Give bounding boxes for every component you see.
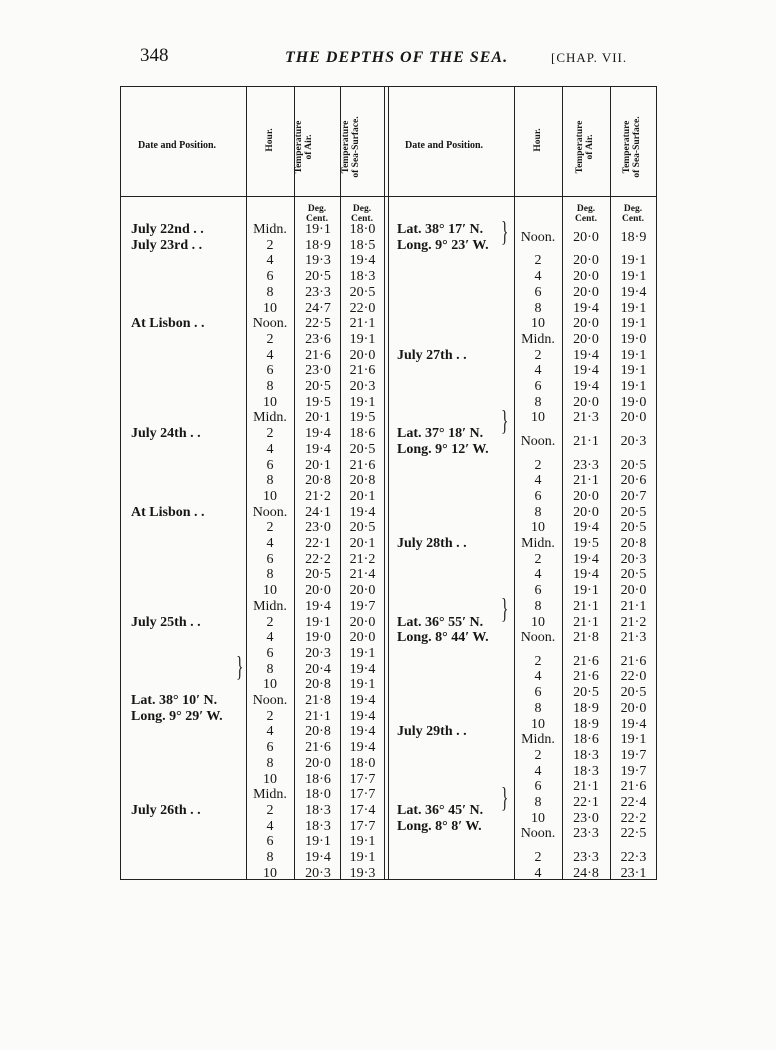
position-label: At Lisbon . . <box>131 504 205 520</box>
brace: } <box>501 406 509 437</box>
hour-cell: 8 <box>266 473 274 489</box>
hour-cell: 8 <box>266 850 274 865</box>
hour-cell: 6 <box>266 457 274 473</box>
air-temp-cell: 18·6 <box>305 771 331 787</box>
air-temp-cell: 23·0 <box>305 520 331 536</box>
position-label: July 23rd . . <box>131 237 203 253</box>
hour-cell: Noon. <box>252 316 288 332</box>
air-temp-cell: 21·6 <box>305 347 331 363</box>
hour-cell: 2 <box>266 802 274 818</box>
air-temp-cell: 20·0 <box>573 229 599 245</box>
air-temp-cell: 20·1 <box>305 457 331 473</box>
air-temp-cell: 19·4 <box>305 426 331 442</box>
col-rule <box>294 86 295 880</box>
header-air: Temperature of Air. <box>575 120 595 174</box>
hour-cell: 8 <box>534 795 542 811</box>
hour-cell: 8 <box>266 284 274 300</box>
sea-temp-cell: 23·1 <box>620 865 647 881</box>
sea-temp-cell: 20·0 <box>620 583 647 599</box>
air-temp-cell: 19·4 <box>305 441 331 457</box>
hour-cell: 8 <box>534 300 542 316</box>
air-temp-cell: 21·8 <box>305 693 331 708</box>
air-temp-cell: 19·4 <box>573 300 599 316</box>
air-temp-cell: 20·0 <box>305 755 331 771</box>
hour-cell: 10 <box>263 583 277 599</box>
sea-temp-cell: 21·4 <box>349 567 376 583</box>
col-rule <box>388 86 389 880</box>
sea-temp-cell: 19·1 <box>349 677 376 693</box>
header-date-position: Date and Position. <box>405 140 484 151</box>
hour-cell: Midn. <box>521 536 555 551</box>
hour-cell: 4 <box>534 669 542 685</box>
position-label: Long. 8° 44′ W. <box>397 630 489 646</box>
position-label: July 26th . . <box>131 802 201 818</box>
air-temp-cell: 19·4 <box>573 520 599 536</box>
hour-cell: 4 <box>266 818 274 834</box>
sea-temp-cell: 20·0 <box>349 614 376 630</box>
sea-temp-cell: 21·2 <box>349 551 376 567</box>
air-temp-cell: 18·3 <box>573 763 599 779</box>
air-temp-cell: 19·3 <box>305 253 331 269</box>
sea-temp-cell: 19·4 <box>349 724 376 740</box>
hour-cell: 6 <box>534 685 542 701</box>
hour-cell: 6 <box>534 779 542 795</box>
sea-temp-cell: 20·5 <box>349 520 376 536</box>
air-temp-cell: 21·2 <box>305 488 331 504</box>
sea-temp-cell: 19·7 <box>620 763 647 779</box>
hour-cell: 4 <box>266 347 274 363</box>
sea-temp-cell: 19·7 <box>620 747 647 763</box>
hour-cell: 4 <box>266 724 274 740</box>
air-temp-cell: 23·0 <box>305 363 331 379</box>
hour-cell: 10 <box>263 300 277 316</box>
air-temp-cell: 19·5 <box>305 394 331 410</box>
sea-temp-cell: 20·3 <box>620 433 647 449</box>
hour-cell: 4 <box>534 763 542 779</box>
air-temp-cell: 19·1 <box>573 583 599 599</box>
sea-temp-cell: 19·4 <box>620 716 647 732</box>
sea-temp-cell: 20·3 <box>620 551 647 567</box>
hour-cell: 2 <box>266 520 274 536</box>
hour-cell: Midn. <box>253 598 287 614</box>
hour-cell: 4 <box>266 536 274 551</box>
hour-cell: Noon. <box>252 504 288 520</box>
air-temp-cell: 20·0 <box>573 488 599 504</box>
air-temp-cell: 19·4 <box>573 363 599 379</box>
hour-cell: 2 <box>534 551 542 567</box>
air-temp-cell: 18·9 <box>573 700 599 716</box>
air-temp-cell: 21·1 <box>573 779 599 795</box>
air-temp-cell: 22·1 <box>305 536 331 551</box>
sea-temp-cell: 19·1 <box>620 363 647 379</box>
hour-cell: 8 <box>266 379 274 394</box>
air-temp-cell: 19·1 <box>305 834 331 850</box>
hour-cell: Midn. <box>253 222 287 237</box>
sea-temp-cell: 20·5 <box>620 685 647 701</box>
sea-temp-cell: 20·6 <box>620 473 647 489</box>
air-temp-cell: 20·3 <box>305 645 331 661</box>
hour-cell: 10 <box>531 316 545 332</box>
sea-temp-cell: 19·5 <box>349 410 376 426</box>
sea-temp-cell: 20·5 <box>349 441 376 457</box>
position-label: July 27th . . <box>397 347 467 363</box>
air-temp-cell: 19·4 <box>573 551 599 567</box>
brace: } <box>501 783 509 814</box>
air-temp-cell: 19·4 <box>305 850 331 865</box>
sea-temp-cell: 19·3 <box>349 865 376 881</box>
sea-temp-cell: 17·7 <box>349 818 376 834</box>
sea-temp-cell: 20·0 <box>349 347 376 363</box>
air-temp-cell: 19·4 <box>573 567 599 583</box>
hour-cell: 4 <box>534 567 542 583</box>
hour-cell: 8 <box>534 598 542 614</box>
hour-cell: 2 <box>266 426 274 442</box>
air-temp-cell: 19·5 <box>573 536 599 551</box>
air-temp-cell: 20·1 <box>305 410 331 426</box>
position-label: Lat. 38° 17′ N. <box>397 222 484 237</box>
header-air: Temperature of Air. <box>294 120 314 174</box>
air-temp-cell: 18·6 <box>573 732 599 748</box>
air-temp-cell: 21·1 <box>573 598 599 614</box>
hour-cell: 6 <box>266 740 274 756</box>
air-temp-cell: 24·8 <box>573 865 599 881</box>
air-temp-cell: 23·3 <box>305 284 331 300</box>
sea-temp-cell: 18·0 <box>349 222 376 237</box>
hour-cell: 4 <box>534 865 542 881</box>
air-temp-cell: 19·4 <box>573 347 599 363</box>
air-temp-cell: 18·9 <box>573 716 599 732</box>
sea-temp-cell: 17·4 <box>349 802 376 818</box>
hour-cell: 2 <box>534 747 542 763</box>
air-temp-cell: 20·0 <box>573 253 599 269</box>
sea-temp-cell: 19·1 <box>349 394 376 410</box>
air-temp-cell: 23·0 <box>573 810 599 826</box>
air-temp-cell: 21·6 <box>305 740 331 756</box>
air-temp-cell: 18·0 <box>305 787 331 803</box>
hour-cell: 2 <box>266 708 274 724</box>
sea-temp-cell: 22·5 <box>620 826 647 842</box>
sea-temp-cell: 21·6 <box>620 653 647 669</box>
position-label: July 25th . . <box>131 614 201 630</box>
sea-temp-cell: 19·1 <box>349 645 376 661</box>
hour-cell: Midn. <box>253 410 287 426</box>
hour-cell: 2 <box>534 347 542 363</box>
sea-temp-cell: 20·3 <box>349 379 376 394</box>
air-temp-cell: 20·8 <box>305 473 331 489</box>
position-label: At Lisbon . . <box>131 316 205 332</box>
sea-temp-cell: 21·6 <box>349 363 376 379</box>
hour-cell: 6 <box>266 834 274 850</box>
position-label: July 24th . . <box>131 426 201 442</box>
sea-temp-cell: 18·5 <box>349 237 376 253</box>
air-temp-cell: 20·8 <box>305 677 331 693</box>
hour-cell: 2 <box>266 331 274 347</box>
chapter-label: [CHAP. VII. <box>551 50 628 65</box>
air-temp-cell: 19·0 <box>305 630 331 646</box>
air-temp-cell: 20·0 <box>305 583 331 599</box>
sea-temp-cell: 21·2 <box>620 614 647 630</box>
sea-temp-cell: 21·3 <box>620 630 647 646</box>
hour-cell: 10 <box>263 488 277 504</box>
hour-cell: 10 <box>263 771 277 787</box>
air-temp-cell: 23·3 <box>573 826 599 842</box>
hour-cell: 4 <box>534 473 542 489</box>
sea-temp-cell: 22·0 <box>620 669 647 685</box>
sea-temp-cell: 18·6 <box>349 426 376 442</box>
sea-temp-cell: 22·3 <box>620 850 647 865</box>
hour-cell: 2 <box>266 237 274 253</box>
header-hour: Hour. <box>533 128 543 152</box>
air-temp-cell: 20·8 <box>305 724 331 740</box>
air-temp-cell: 21·1 <box>573 433 599 449</box>
sea-temp-cell: 19·1 <box>349 834 376 850</box>
brace: } <box>501 594 509 625</box>
sea-temp-cell: 19·1 <box>620 253 647 269</box>
hour-cell: Midn. <box>521 331 555 347</box>
sea-temp-cell: 20·5 <box>620 520 647 536</box>
air-temp-cell: 19·1 <box>305 614 331 630</box>
hour-cell: Noon. <box>520 433 556 449</box>
sea-temp-cell: 19·4 <box>349 253 376 269</box>
position-label: Long. 9° 29′ W. <box>131 708 223 724</box>
hour-cell: 2 <box>534 653 542 669</box>
brace: } <box>236 652 244 683</box>
hour-cell: 6 <box>534 379 542 394</box>
col-rule <box>384 86 385 880</box>
hour-cell: Noon. <box>252 693 288 708</box>
air-temp-cell: 22·2 <box>305 551 331 567</box>
sea-temp-cell: 19·0 <box>620 394 647 410</box>
air-temp-cell: 23·3 <box>573 850 599 865</box>
hour-cell: Midn. <box>521 732 555 748</box>
hour-cell: 8 <box>534 504 542 520</box>
air-temp-cell: 20·4 <box>305 661 331 677</box>
air-temp-cell: 20·5 <box>573 685 599 701</box>
air-temp-cell: 20·5 <box>305 379 331 394</box>
sea-temp-cell: 20·7 <box>620 488 647 504</box>
air-temp-cell: 22·5 <box>305 316 331 332</box>
air-temp-cell: 20·0 <box>573 284 599 300</box>
position-label: July 28th . . <box>397 536 467 551</box>
sea-temp-cell: 19·1 <box>620 732 647 748</box>
sea-temp-cell: 20·0 <box>349 583 376 599</box>
unit-air: Deg. Cent. <box>306 204 328 224</box>
air-temp-cell: 20·0 <box>573 331 599 347</box>
air-temp-cell: 20·0 <box>573 394 599 410</box>
hour-cell: 4 <box>266 441 274 457</box>
sea-temp-cell: 19·1 <box>620 269 647 285</box>
hour-cell: 6 <box>534 284 542 300</box>
sea-temp-cell: 17·7 <box>349 787 376 803</box>
sea-temp-cell: 20·0 <box>620 700 647 716</box>
hour-cell: 10 <box>263 677 277 693</box>
air-temp-cell: 21·1 <box>573 614 599 630</box>
hour-cell: 10 <box>263 865 277 881</box>
air-temp-cell: 24·7 <box>305 300 331 316</box>
sea-temp-cell: 22·4 <box>620 795 647 811</box>
sea-temp-cell: 19·0 <box>620 331 647 347</box>
air-temp-cell: 20·0 <box>573 504 599 520</box>
sea-temp-cell: 22·2 <box>620 810 647 826</box>
hour-cell: 10 <box>531 410 545 426</box>
sea-temp-cell: 21·1 <box>349 316 376 332</box>
air-temp-cell: 21·3 <box>573 410 599 426</box>
position-label: July 22nd . . <box>131 222 204 237</box>
air-temp-cell: 22·1 <box>573 795 599 811</box>
air-temp-cell: 21·1 <box>573 473 599 489</box>
hour-cell: 6 <box>266 551 274 567</box>
hour-cell: Noon. <box>520 826 556 842</box>
hour-cell: 10 <box>531 810 545 826</box>
air-temp-cell: 19·1 <box>305 222 331 237</box>
hour-cell: 6 <box>266 363 274 379</box>
sea-temp-cell: 18·3 <box>349 269 376 285</box>
sea-temp-cell: 20·5 <box>349 284 376 300</box>
hour-cell: 6 <box>266 645 274 661</box>
hour-cell: 8 <box>266 567 274 583</box>
air-temp-cell: 19·4 <box>573 379 599 394</box>
position-label: Lat. 36° 55′ N. <box>397 614 484 630</box>
sea-temp-cell: 20·5 <box>620 567 647 583</box>
position-label: Long. 9° 23′ W. <box>397 237 489 253</box>
hour-cell: Noon. <box>520 630 556 646</box>
sea-temp-cell: 19·4 <box>349 661 376 677</box>
sea-temp-cell: 19·1 <box>620 316 647 332</box>
hour-cell: Noon. <box>520 229 556 245</box>
sea-temp-cell: 19·4 <box>349 708 376 724</box>
sea-temp-cell: 20·8 <box>349 473 376 489</box>
sea-temp-cell: 20·1 <box>349 488 376 504</box>
air-temp-cell: 24·1 <box>305 504 331 520</box>
sea-temp-cell: 20·8 <box>620 536 647 551</box>
sea-temp-cell: 20·5 <box>620 504 647 520</box>
sea-temp-cell: 19·7 <box>349 598 376 614</box>
air-temp-cell: 18·3 <box>573 747 599 763</box>
position-label: July 29th . . <box>397 724 467 740</box>
air-temp-cell: 20·3 <box>305 865 331 881</box>
air-temp-cell: 20·5 <box>305 269 331 285</box>
air-temp-cell: 21·1 <box>305 708 331 724</box>
sea-temp-cell: 19·1 <box>620 300 647 316</box>
col-rule <box>656 86 657 880</box>
air-temp-cell: 20·0 <box>573 316 599 332</box>
hour-cell: 10 <box>263 394 277 410</box>
sea-temp-cell: 21·6 <box>349 457 376 473</box>
hour-cell: 6 <box>534 583 542 599</box>
hour-cell: 2 <box>534 253 542 269</box>
air-temp-cell: 20·0 <box>573 269 599 285</box>
sea-temp-cell: 18·9 <box>620 229 647 245</box>
position-label: Long. 8° 8′ W. <box>397 818 482 834</box>
air-temp-cell: 21·6 <box>573 669 599 685</box>
hour-cell: 6 <box>534 488 542 504</box>
sea-temp-cell: 19·4 <box>349 740 376 756</box>
air-temp-cell: 23·3 <box>573 457 599 473</box>
air-temp-cell: 18·3 <box>305 818 331 834</box>
hour-cell: Midn. <box>253 787 287 803</box>
sea-temp-cell: 20·1 <box>349 536 376 551</box>
sea-temp-cell: 19·1 <box>349 850 376 865</box>
air-temp-cell: 19·4 <box>305 598 331 614</box>
hour-cell: 4 <box>266 253 274 269</box>
sea-temp-cell: 21·6 <box>620 779 647 795</box>
hour-cell: 2 <box>534 457 542 473</box>
hour-cell: 8 <box>266 755 274 771</box>
sea-temp-cell: 22·0 <box>349 300 376 316</box>
position-label: Lat. 38° 10′ N. <box>131 693 218 708</box>
air-temp-cell: 18·3 <box>305 802 331 818</box>
sea-temp-cell: 19·4 <box>349 693 376 708</box>
header-hour: Hour. <box>265 128 275 152</box>
air-temp-cell: 18·9 <box>305 237 331 253</box>
hour-cell: 6 <box>266 269 274 285</box>
air-temp-cell: 20·5 <box>305 567 331 583</box>
unit-air: Deg. Cent. <box>575 204 597 224</box>
air-temp-cell: 23·6 <box>305 331 331 347</box>
hour-cell: 8 <box>534 394 542 410</box>
sea-temp-cell: 21·1 <box>620 598 647 614</box>
position-label: Long. 9° 12′ W. <box>397 441 489 457</box>
hour-cell: 8 <box>534 700 542 716</box>
col-rule <box>120 86 121 880</box>
hour-cell: 4 <box>534 269 542 285</box>
air-temp-cell: 21·8 <box>573 630 599 646</box>
sea-temp-cell: 19·1 <box>349 331 376 347</box>
page-title: THE DEPTHS OF THE SEA. <box>285 49 509 66</box>
air-temp-cell: 21·6 <box>573 653 599 669</box>
sea-temp-cell: 19·4 <box>620 284 647 300</box>
sea-temp-cell: 19·4 <box>349 504 376 520</box>
sea-temp-cell: 19·1 <box>620 379 647 394</box>
hour-cell: 8 <box>266 661 274 677</box>
position-label: Lat. 37° 18′ N. <box>397 426 484 442</box>
sea-temp-cell: 18·0 <box>349 755 376 771</box>
sea-temp-cell: 20·0 <box>349 630 376 646</box>
brace: } <box>501 217 509 248</box>
hour-cell: 2 <box>534 850 542 865</box>
hour-cell: 4 <box>266 630 274 646</box>
header-date-position: Date and Position. <box>138 140 217 151</box>
header-sea: Temperature of Sea-Surface. <box>341 116 361 178</box>
unit-sea: Deg. Cent. <box>351 204 373 224</box>
hour-cell: 10 <box>531 716 545 732</box>
hour-cell: 10 <box>531 520 545 536</box>
hour-cell: 2 <box>266 614 274 630</box>
hour-cell: 10 <box>531 614 545 630</box>
header-sea: Temperature of Sea-Surface. <box>622 116 642 178</box>
sea-temp-cell: 20·5 <box>620 457 647 473</box>
sea-temp-cell: 20·0 <box>620 410 647 426</box>
unit-sea: Deg. Cent. <box>622 204 644 224</box>
hour-cell: 4 <box>534 363 542 379</box>
position-label: Lat. 36° 45′ N. <box>397 802 484 818</box>
page-number: 348 <box>140 45 169 66</box>
sea-temp-cell: 19·1 <box>620 347 647 363</box>
sea-temp-cell: 17·7 <box>349 771 376 787</box>
